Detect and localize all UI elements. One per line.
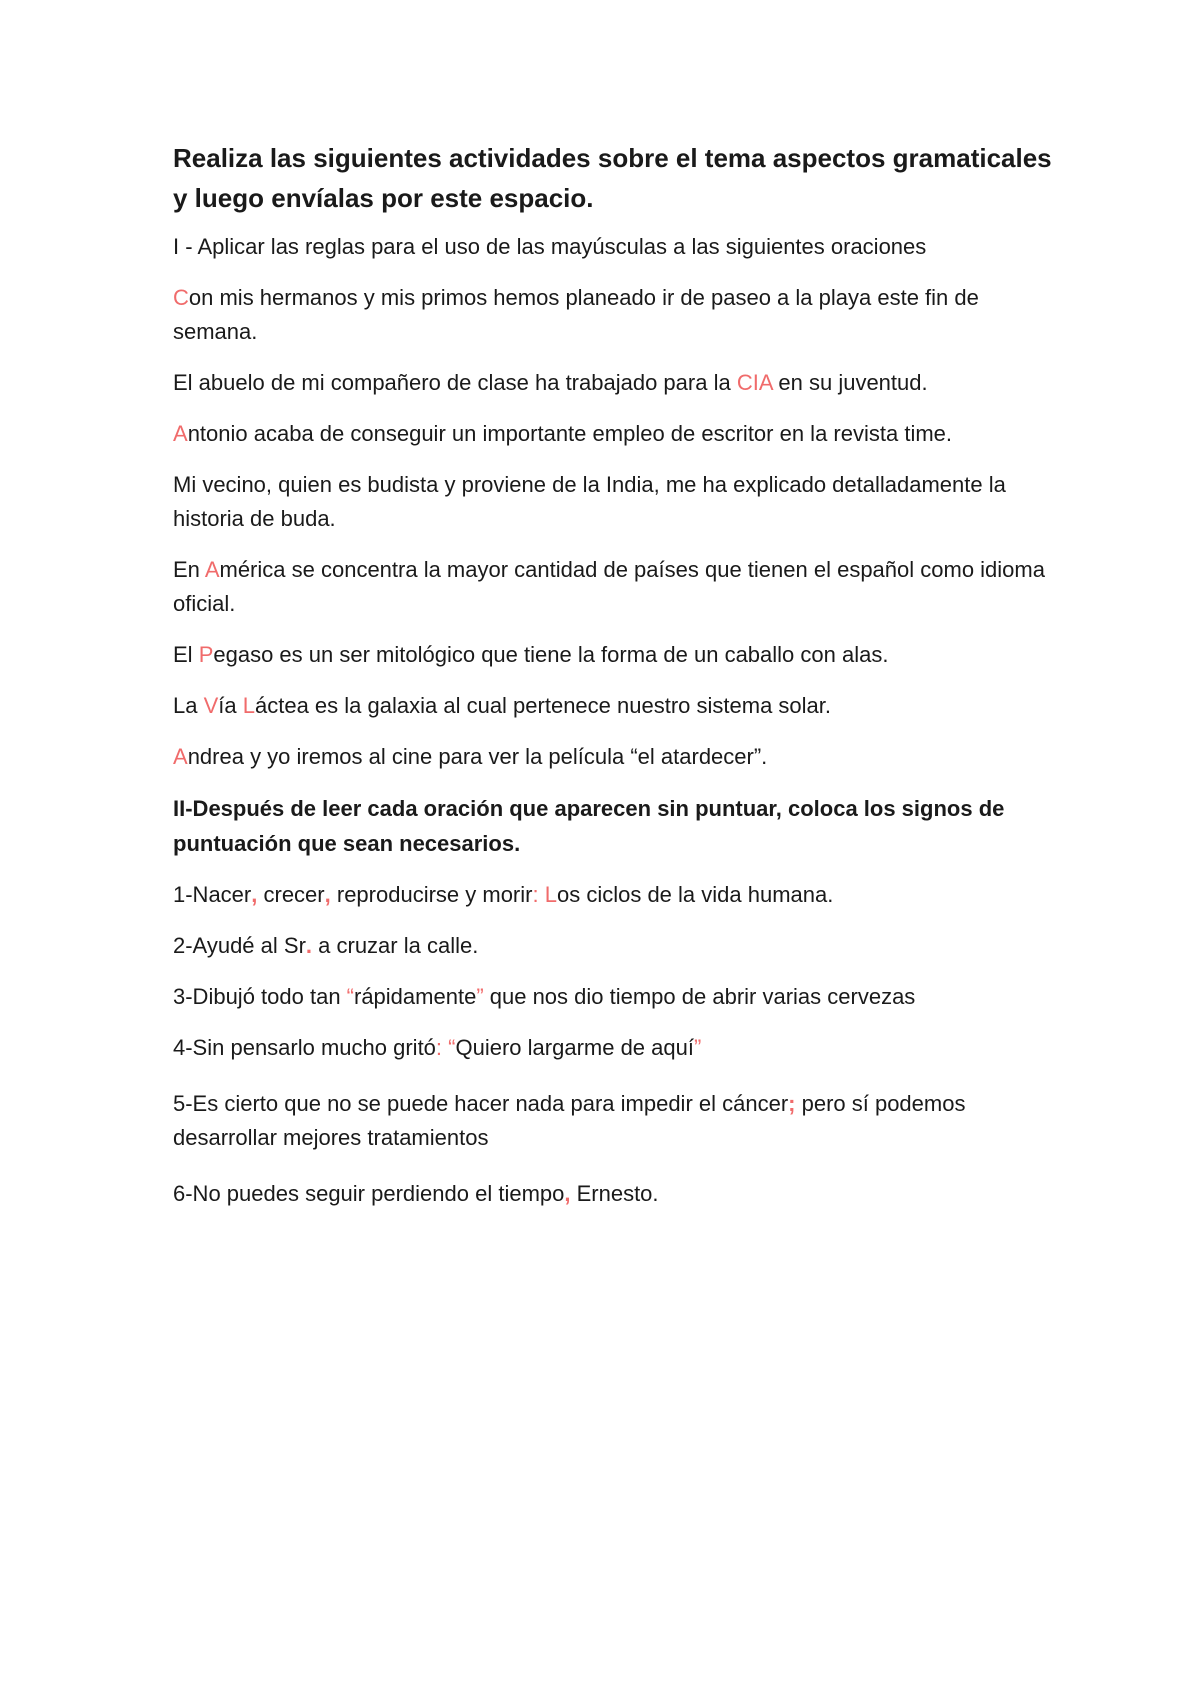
document-title: Realiza las siguientes actividades sobre el tema aspectos gramaticales y luego envíalas por este espacio. bbox=[173, 143, 1052, 213]
correction-mark: ” bbox=[693, 1035, 702, 1060]
correction-mark: CIA bbox=[736, 370, 773, 395]
correction-mark: : bbox=[435, 1035, 443, 1060]
correction-mark: , bbox=[564, 1181, 571, 1206]
sentence-1 bbox=[173, 281, 1053, 349]
correction-mark: . bbox=[305, 933, 313, 958]
punctuation-item-5 bbox=[173, 1087, 1053, 1155]
correction-mark: , bbox=[251, 882, 258, 907]
sentence-4 bbox=[173, 468, 1053, 536]
punctuation-item-1 bbox=[173, 878, 1053, 912]
sentence-text: El bbox=[173, 642, 199, 667]
sentence-text: en su juventud. bbox=[772, 370, 928, 395]
punctuation-item-3 bbox=[173, 980, 1053, 1014]
sentence-text: La bbox=[173, 693, 204, 718]
punctuation-item-4 bbox=[173, 1031, 1053, 1065]
section2-heading: II-Después de leer cada oración que aparecen sin puntuar, coloca los signos de puntuación que sean necesarios. bbox=[173, 796, 1005, 856]
punctuation-item-6 bbox=[173, 1177, 1053, 1211]
sentence-8 bbox=[173, 740, 1053, 774]
sentence-3 bbox=[173, 417, 1053, 451]
correction-mark: A bbox=[173, 744, 188, 769]
sentence-text: 5-Es cierto que no se puede hacer nada para impedir el cáncer bbox=[173, 1091, 789, 1116]
sentence-6 bbox=[173, 638, 1053, 672]
sentence-text: rápidamente bbox=[354, 984, 477, 1009]
correction-mark: ” bbox=[476, 984, 484, 1009]
correction-mark: : bbox=[532, 882, 539, 907]
sentence-7 bbox=[173, 689, 1053, 723]
sentence-text: on mis hermanos y mis primos hemos planeado ir de paseo a la playa este fin de semana. bbox=[173, 285, 979, 344]
section1-instruction: I - Aplicar las reglas para el uso de las mayúsculas a las siguientes oraciones bbox=[173, 234, 927, 259]
correction-mark: , bbox=[324, 882, 331, 907]
sentence-text: pero sí podemos desarrollar mejores tratamientos bbox=[173, 1091, 966, 1150]
correction-mark: A bbox=[173, 421, 188, 446]
correction-mark: L bbox=[544, 882, 557, 907]
sentence-text: El abuelo de mi compañero de clase ha trabajado para la bbox=[173, 370, 737, 395]
sentence-text: 4-Sin pensarlo mucho gritó bbox=[173, 1035, 436, 1060]
correction-mark: “ bbox=[346, 984, 354, 1009]
correction-mark: V bbox=[203, 693, 219, 718]
sentence-text: a cruzar la calle. bbox=[312, 933, 479, 958]
sentence-text: os ciclos de la vida humana. bbox=[556, 882, 834, 907]
sentence-text: ntonio acaba de conseguir un importante empleo de escritor en la revista time. bbox=[187, 421, 953, 446]
sentence-text: áctea es la galaxia al cual pertenece nuestro sistema solar. bbox=[255, 693, 831, 718]
punctuation-item-2 bbox=[173, 929, 1053, 963]
sentence-text: mérica se concentra la mayor cantidad de países que tienen el español como idioma oficial. bbox=[173, 557, 1045, 616]
sentence-text: Quiero largarme de aquí bbox=[455, 1035, 694, 1060]
sentence-text: Mi vecino, quien es budista y proviene de la India, me ha explicado detalladamente la historia de buda. bbox=[173, 472, 1006, 531]
correction-mark: A bbox=[204, 557, 220, 582]
sentence-text: que nos dio tiempo de abrir varias cervezas bbox=[483, 984, 916, 1009]
correction-mark: C bbox=[173, 285, 189, 310]
correction-mark: “ bbox=[448, 1035, 456, 1060]
sentence-text: Ernesto. bbox=[570, 1181, 659, 1206]
sentence-text: 3-Dibujó todo tan bbox=[173, 984, 347, 1009]
sentence-text: En bbox=[173, 557, 205, 582]
sentence-5 bbox=[173, 553, 1053, 621]
sentence-text: crecer bbox=[257, 882, 325, 907]
correction-mark: P bbox=[198, 642, 214, 667]
sentence-text: 1-Nacer bbox=[173, 882, 252, 907]
sentence-text: egaso es un ser mitológico que tiene la forma de un caballo con alas. bbox=[213, 642, 889, 667]
sentence-2 bbox=[173, 366, 1053, 400]
sentence-text: ndrea y yo iremos al cine para ver la película “el atardecer”. bbox=[187, 744, 768, 769]
correction-mark: ; bbox=[788, 1091, 796, 1116]
sentence-text: ía bbox=[218, 693, 243, 718]
sentence-text: reproducirse y morir bbox=[330, 882, 533, 907]
sentence-text: 6-No puedes seguir perdiendo el tiempo bbox=[173, 1181, 565, 1206]
correction-mark: L bbox=[242, 693, 255, 718]
document-page bbox=[173, 138, 1053, 1228]
sentence-text: 2-Ayudé al Sr bbox=[173, 933, 306, 958]
